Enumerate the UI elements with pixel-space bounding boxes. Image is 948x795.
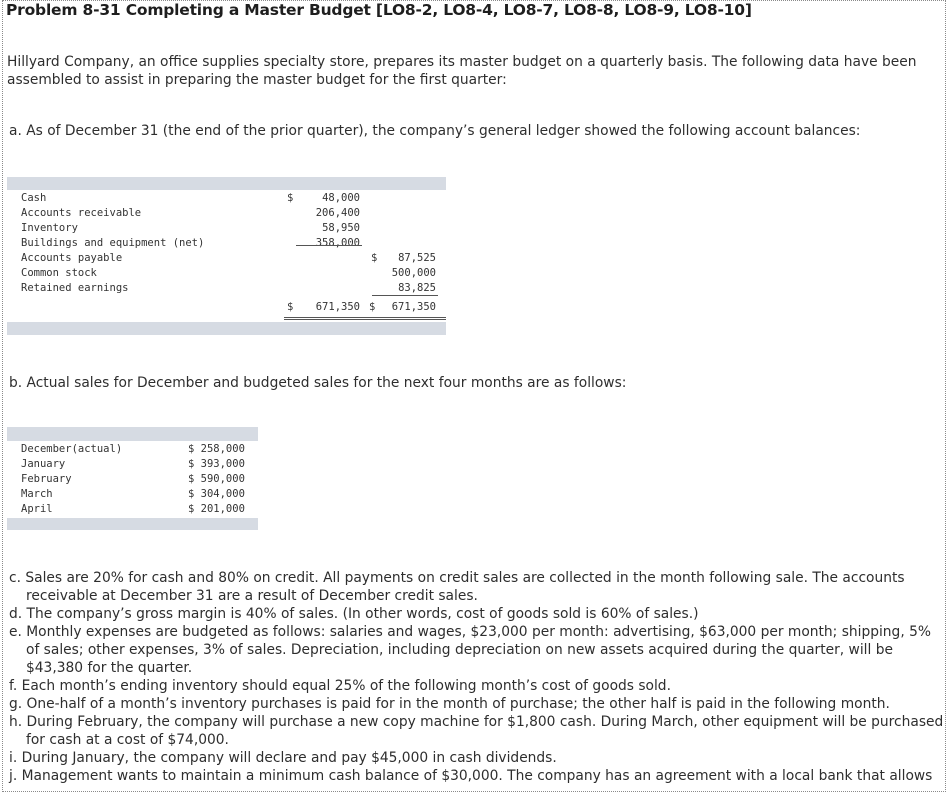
sales-month: March <box>21 488 53 500</box>
list-item: i. During January, the company will declare and pay $45,000 in cash dividends. <box>9 750 557 766</box>
list-item: d. The company’s gross margin is 40% of sales. (In other words, cost of goods sold is 60% of sales.) <box>9 606 699 622</box>
sales-amount: $ 258,000 <box>188 443 245 455</box>
sales-month: February <box>21 473 72 485</box>
ledger-debit: 358,000 <box>315 237 360 249</box>
item-a-text: a. As of December 31 (the end of the prior quarter), the company’s general ledger showed the following account balances: <box>9 123 861 139</box>
sales-amount: $ 304,000 <box>188 488 245 500</box>
ledger-credit: 87,525 <box>398 252 436 264</box>
debit-subtotal-rule <box>296 245 362 246</box>
total-double-rule <box>284 317 446 318</box>
sales-amount: $ 393,000 <box>188 458 245 470</box>
ledger-account: Accounts payable <box>21 252 123 264</box>
ledger-debit: 58,950 <box>322 222 360 234</box>
ledger-account: Retained earnings <box>21 282 129 294</box>
sales-month: January <box>21 458 66 470</box>
sales-amount: $ 201,000 <box>188 503 245 515</box>
list-item: h. During February, the company will purchase a new copy machine for $1,800 cash. During March, other equipment will be purchased for cash at a cost of $74,000. <box>9 714 944 748</box>
total-double-rule <box>284 319 446 320</box>
dollar-sign: $ <box>371 252 378 264</box>
sales-month: April <box>21 503 53 515</box>
intro-paragraph: Hillyard Company, an office supplies specialty store, prepares its master budget on a quarterly basis. The following data have been assembled to assist in preparing the master budget for the first quarter: <box>7 54 917 88</box>
ledger-footer-band <box>7 322 446 335</box>
dollar-sign: $ <box>287 301 294 313</box>
ledger-account: Accounts receivable <box>21 207 142 219</box>
ledger-debit: 206,400 <box>315 207 360 219</box>
sales-amount: $ 590,000 <box>188 473 245 485</box>
sales-footer-band <box>7 518 258 530</box>
list-item: j. Management wants to maintain a minimum cash balance of $30,000. The company has an agreement with a local bank that allows <box>9 768 933 784</box>
credit-subtotal-rule <box>372 295 438 296</box>
list-item: e. Monthly expenses are budgeted as follows: salaries and wages, $23,000 per month: advertising, $63,000 per month; shipping, 5% of sales; other expenses, 3% of sales. Depreciation, including depreciation on new assets acquired during the quarter, will be $43,380 for the quarter. <box>9 624 931 676</box>
ledger-account: Buildings and equipment (net) <box>21 237 205 249</box>
list-item: f. Each month’s ending inventory should equal 25% of the following month’s cost of goods sold. <box>9 678 671 694</box>
ledger-credit: 83,825 <box>398 282 436 294</box>
dollar-sign: $ <box>287 192 294 204</box>
item-b-text: b. Actual sales for December and budgeted sales for the next four months are as follows: <box>9 375 627 391</box>
list-item: g. One-half of a month’s inventory purchases is paid for in the month of purchase; the other half is paid in the following month. <box>9 696 890 712</box>
assumptions-list <box>9 569 944 785</box>
problem-title: Problem 8-31 Completing a Master Budget [LO8-2, LO8-4, LO8-7, LO8-8, LO8-9, LO8-10] <box>6 1 752 19</box>
ledger-account: Common stock <box>21 267 97 279</box>
ledger-account: Cash <box>21 192 47 204</box>
list-item: c. Sales are 20% for cash and 80% on credit. All payments on credit sales are collected in the month following sale. The accounts receivable at December 31 are a result of December credit sales. <box>9 570 905 604</box>
ledger-debit: 48,000 <box>322 192 360 204</box>
ledger-debit-total: 671,350 <box>315 301 360 313</box>
dollar-sign: $ <box>369 301 376 313</box>
ledger-header-band <box>7 177 446 190</box>
ledger-account: Inventory <box>21 222 78 234</box>
ledger-credit-total: 671,350 <box>391 301 436 313</box>
ledger-credit: 500,000 <box>391 267 436 279</box>
sales-header-band <box>7 427 258 441</box>
sales-month: December(actual) <box>21 443 123 455</box>
